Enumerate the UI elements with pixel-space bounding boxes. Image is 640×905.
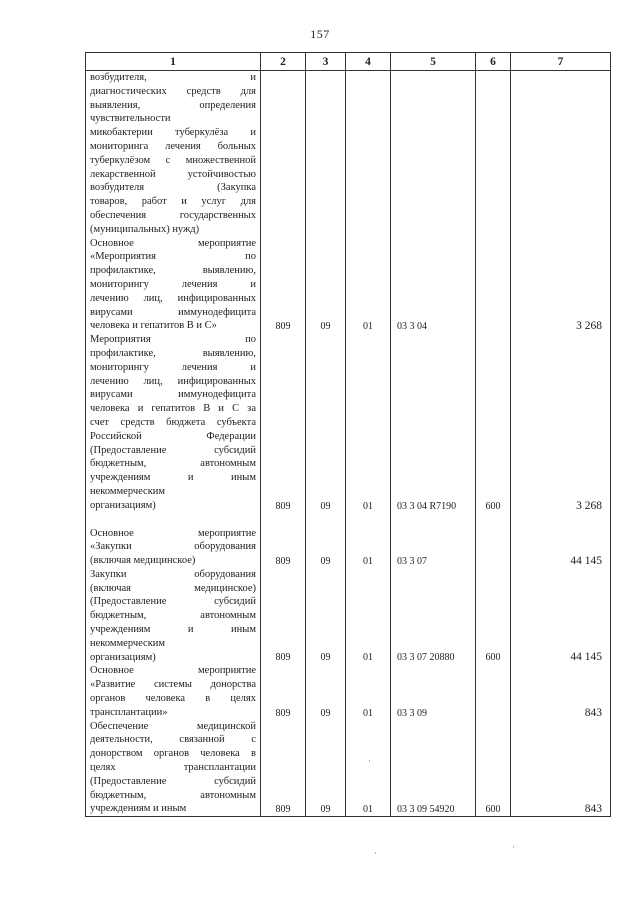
spacer-cell (511, 513, 611, 527)
description-line: трансплантации» (90, 706, 168, 718)
description-line: (Предоставление субсидий (90, 596, 256, 608)
amount-value: 44 145 (511, 568, 611, 665)
row-description (86, 527, 261, 568)
scan-artifact: · (374, 848, 377, 858)
target-article-code: 03 3 04 R7190 (391, 333, 476, 512)
column-header-7: 7 (511, 53, 611, 71)
target-article-code: 03 3 04 (391, 237, 476, 334)
budget-table (85, 52, 611, 817)
table-row (86, 720, 611, 817)
column-header-3: 3 (306, 53, 346, 71)
description-line: учреждениям и иным (90, 472, 256, 484)
expense-type-code (476, 237, 511, 334)
amount-value: 843 (511, 720, 611, 817)
table-row (86, 527, 611, 568)
description-line: чувствительности (90, 113, 171, 125)
ministry-code (261, 71, 306, 237)
description-line: бюджетным, автономным (90, 610, 256, 622)
expense-type-code (476, 664, 511, 719)
description-line: товаров, работ и услуг для (90, 196, 256, 208)
subsection-code (346, 71, 391, 237)
description-line: выявления, определения (90, 99, 256, 111)
section-code: 09 (306, 568, 346, 665)
subsection-code: 01 (346, 720, 391, 817)
description-line: (муниципальных) нужд) (90, 223, 200, 235)
row-description (86, 568, 261, 665)
table-row (86, 237, 611, 334)
description-line: органов человека в целях (90, 693, 256, 705)
amount-value: 3 268 (511, 237, 611, 334)
description-line: некоммерческим (90, 637, 166, 649)
ministry-code: 809 (261, 527, 306, 568)
description-line: бюджетным, автономным (90, 789, 256, 801)
description-line: человека и гепатитов В и С» (90, 320, 217, 332)
row-spacer (86, 513, 611, 527)
expense-type-code: 600 (476, 720, 511, 817)
description-line: Российской Федерации (90, 430, 256, 442)
spacer-cell (391, 513, 476, 527)
table-row (86, 333, 611, 512)
section-code: 09 (306, 333, 346, 512)
ministry-code: 809 (261, 664, 306, 719)
section-code: 09 (306, 720, 346, 817)
description-line: Обеспечение медицинской (90, 720, 256, 732)
description-line: мониторингу лечения и (90, 361, 256, 373)
description-line: «Закупки оборудования (90, 541, 256, 553)
spacer-cell (261, 513, 306, 527)
column-header-1: 1 (86, 53, 261, 71)
table-row (86, 568, 611, 665)
row-description (86, 720, 261, 817)
description-line: (Предоставление субсидий (90, 775, 256, 787)
subsection-code: 01 (346, 237, 391, 334)
description-line: организациям) (90, 651, 156, 663)
description-line: «Мероприятия по (90, 251, 256, 263)
description-line: вирусами иммунодефицита (90, 389, 256, 401)
target-article-code: 03 3 09 (391, 664, 476, 719)
spacer-cell (306, 513, 346, 527)
section-code: 09 (306, 664, 346, 719)
header-row (86, 53, 611, 71)
description-line: Основное мероприятие (90, 665, 256, 677)
table-row (86, 71, 611, 237)
description-line: возбудителя (Закупка (90, 182, 256, 194)
description-line: (включая медицинское) (90, 555, 196, 567)
description-line: мониторингу лечения и (90, 278, 256, 290)
ministry-code: 809 (261, 568, 306, 665)
description-line: Мероприятия по (90, 334, 256, 346)
description-line: лечению лиц, инфицированных (90, 292, 256, 304)
expense-type-code: 600 (476, 568, 511, 665)
spacer-cell (476, 513, 511, 527)
row-description (86, 71, 261, 237)
target-article-code: 03 3 09 54920 (391, 720, 476, 817)
target-article-code (391, 71, 476, 237)
description-line: (включая медицинское) (90, 582, 256, 594)
description-line: лечению лиц, инфицированных (90, 375, 256, 387)
amount-value: 843 (511, 664, 611, 719)
description-line: организациям) (90, 499, 156, 511)
description-line: туберкулёзом с множественной (90, 154, 256, 166)
amount-value: 3 268 (511, 333, 611, 512)
target-article-code: 03 3 07 20880 (391, 568, 476, 665)
column-header-2: 2 (261, 53, 306, 71)
description-line: возбудителя, и (90, 72, 256, 83)
subsection-code: 01 (346, 333, 391, 512)
description-line: (Предоставление субсидий (90, 444, 256, 456)
ministry-code: 809 (261, 237, 306, 334)
description-line: человека и гепатитов В и С за (90, 403, 256, 415)
description-line: счет средств бюджета субъекта (90, 416, 256, 428)
description-line: деятельности, связанной с (90, 734, 256, 746)
section-code (306, 71, 346, 237)
spacer-cell (86, 513, 261, 527)
description-line: обеспечения государственных (90, 209, 256, 221)
scan-artifact: · (368, 756, 371, 766)
scan-artifact: · (512, 842, 515, 852)
ministry-code: 809 (261, 720, 306, 817)
description-line: донорством органов человека в (90, 748, 256, 760)
subsection-code: 01 (346, 664, 391, 719)
column-header-5: 5 (391, 53, 476, 71)
section-code: 09 (306, 527, 346, 568)
description-line: учреждениям и иным (90, 803, 187, 815)
table-row (86, 664, 611, 719)
amount-value: 44 145 (511, 527, 611, 568)
column-header-4: 4 (346, 53, 391, 71)
description-line: учреждениям и иным (90, 624, 256, 636)
column-header-6: 6 (476, 53, 511, 71)
description-line: Закупки оборудования (90, 568, 256, 580)
description-line: профилактике, выявлению, (90, 347, 256, 359)
page-number: 157 (310, 27, 330, 41)
amount-value (511, 71, 611, 237)
description-line: мониторинга лечения больных (90, 140, 256, 152)
description-line: профилактике, выявлению, (90, 265, 256, 277)
description-line: целях трансплантации (90, 762, 256, 774)
description-line: бюджетным, автономным (90, 458, 256, 470)
row-description (86, 333, 261, 512)
subsection-code: 01 (346, 527, 391, 568)
subsection-code: 01 (346, 568, 391, 665)
description-line: некоммерческим (90, 485, 166, 497)
expense-type-code (476, 71, 511, 237)
row-description (86, 237, 261, 334)
section-code: 09 (306, 237, 346, 334)
description-line: лекарственной устойчивостью (90, 168, 256, 180)
description-line: диагностических средств для (90, 85, 256, 97)
description-line: Основное мероприятие (90, 527, 256, 539)
ministry-code: 809 (261, 333, 306, 512)
spacer-cell (346, 513, 391, 527)
row-description (86, 664, 261, 719)
target-article-code: 03 3 07 (391, 527, 476, 568)
expense-type-code: 600 (476, 333, 511, 512)
description-line: «Развитие системы донорства (90, 679, 256, 691)
expense-type-code (476, 527, 511, 568)
description-line: вирусами иммунодефицита (90, 306, 256, 318)
description-line: микобактерии туберкулёза и (90, 127, 256, 139)
description-line: Основное мероприятие (90, 237, 256, 249)
